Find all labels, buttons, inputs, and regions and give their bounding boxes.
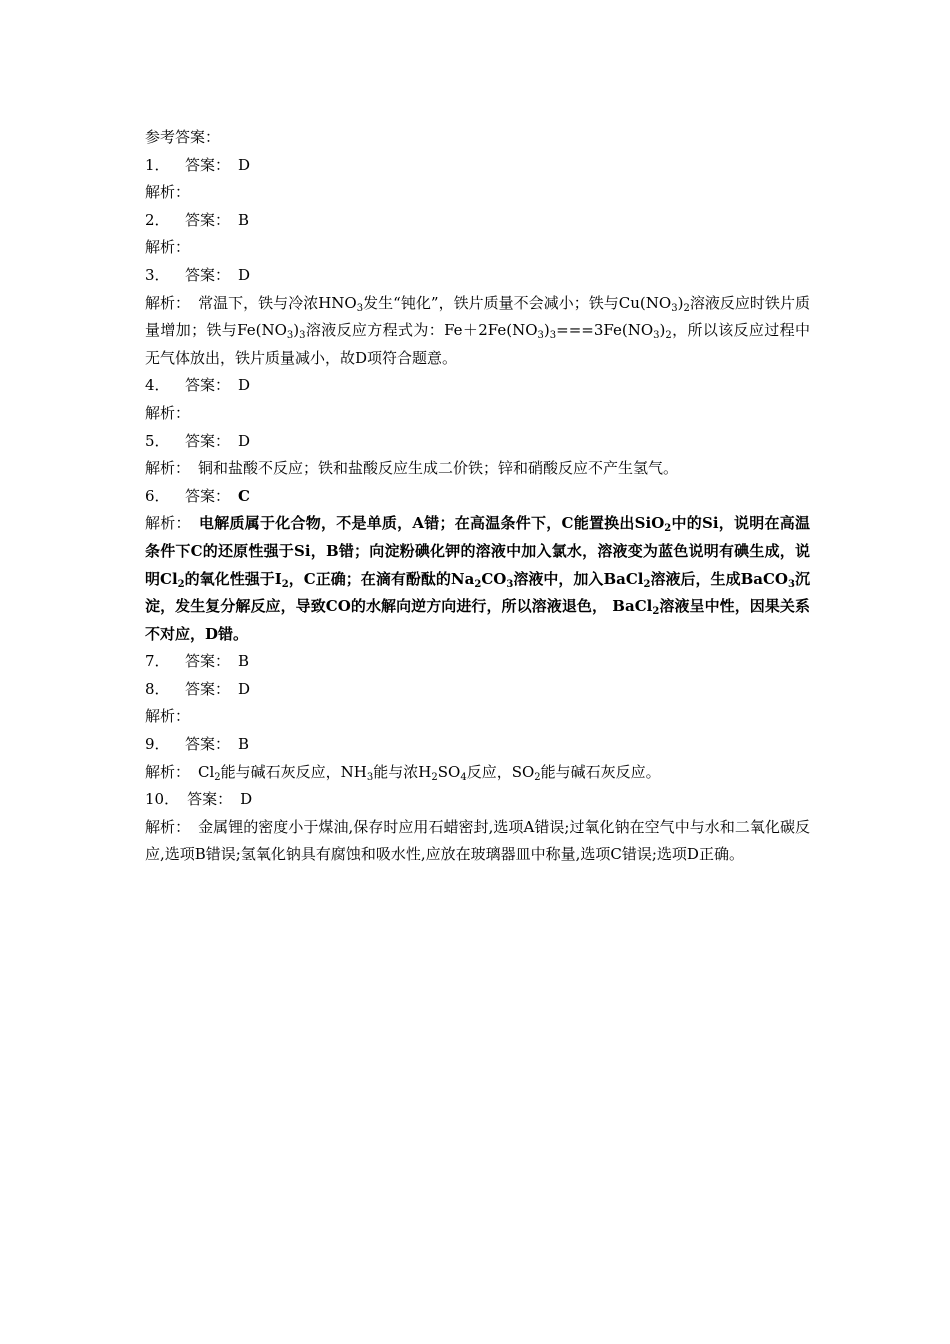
analysis-label: 解析：	[145, 403, 191, 422]
page-title: 参考答案：	[145, 128, 221, 146]
answer-value: D	[238, 265, 251, 284]
analysis-paragraph-6	[145, 510, 810, 648]
subscript: 3	[788, 578, 795, 590]
analysis-paragraph-5	[145, 455, 810, 483]
analysis-paragraph-10	[145, 814, 810, 869]
answer-key-document	[145, 124, 810, 869]
answer-line-10	[145, 786, 810, 814]
answer-label: 答案：	[185, 376, 231, 395]
question-number: 9．	[145, 735, 170, 754]
subscript: 2	[665, 330, 672, 342]
analysis-line-4	[145, 400, 810, 428]
subscript: 2	[214, 771, 221, 783]
analysis-text: 能与碱石灰反应，NH	[220, 762, 367, 781]
answer-line-5	[145, 428, 810, 456]
answer-label: 答案：	[185, 265, 231, 284]
analysis-text: )	[659, 321, 666, 340]
analysis-text: 溶液中，加入BaCl	[513, 569, 644, 588]
question-number: 5．	[145, 431, 170, 450]
analysis-text: ===3Fe(NO	[556, 321, 654, 340]
question-number: 8．	[145, 679, 170, 698]
analysis-text: 常温下，铁与冷浓HNO	[198, 293, 357, 312]
answer-label: 答案：	[185, 431, 231, 450]
analysis-text: 发生“钝化”，铁片质量不会减小；铁与Cu(NO	[363, 293, 672, 312]
answer-label: 答案：	[185, 735, 231, 754]
subscript: 2	[431, 771, 438, 783]
answer-line-4	[145, 372, 810, 400]
analysis-paragraph-9	[145, 759, 810, 787]
subscript: 3	[299, 330, 306, 342]
analysis-text: 反应，SO	[466, 762, 535, 781]
question-number: 7．	[145, 652, 170, 671]
subscript: 3	[366, 771, 374, 783]
subscript: 4	[460, 771, 467, 783]
analysis-text: 电解质属于化合物，不是单质，A错；在高温条件下，C能置换出SiO	[198, 514, 665, 533]
question-number: 10．	[145, 790, 180, 809]
answer-label: 答案：	[185, 652, 231, 671]
analysis-label: 解析：	[145, 762, 191, 781]
question-number: 2．	[145, 210, 170, 229]
answer-line-2	[145, 207, 810, 235]
analysis-line-1	[145, 179, 810, 207]
analysis-label: 解析：	[145, 238, 191, 257]
answer-label: 答案：	[185, 486, 231, 505]
analysis-text: Cl	[198, 762, 215, 781]
answer-value: B	[238, 735, 250, 754]
analysis-text: 铜和盐酸不反应；铁和盐酸反应生成二价铁；锌和硝酸反应不产生氢气。	[198, 459, 679, 478]
analysis-text: 溶液后，生成BaCO	[650, 569, 788, 588]
analysis-text: )	[543, 321, 550, 340]
answer-label: 答案：	[185, 155, 231, 174]
analysis-text-bold	[145, 514, 810, 642]
subscript: 2	[534, 771, 541, 783]
subscript: 3	[671, 302, 678, 314]
answer-line-6	[145, 483, 810, 511]
analysis-label: 解析：	[145, 817, 191, 836]
answer-line-3	[145, 262, 810, 290]
subscript: 3	[506, 578, 514, 590]
question-number: 6．	[145, 486, 170, 505]
analysis-text: 沉淀，发生复分解反应，导致CO的水解向逆方向进行，所以溶液退色， BaCl	[145, 569, 810, 616]
answer-label: 答案：	[187, 790, 233, 809]
analysis-text: SO	[437, 762, 461, 781]
subscript: 3	[356, 302, 364, 314]
analysis-text: 溶液反应时铁片质量增加；铁与Fe(NO	[145, 293, 810, 340]
subscript: 3	[653, 330, 660, 342]
subscript: 2	[177, 578, 185, 590]
analysis-label: 解析：	[145, 514, 191, 533]
analysis-label: 解析：	[145, 183, 191, 202]
answer-line-8	[145, 676, 810, 704]
subscript: 3	[286, 330, 294, 342]
analysis-line-8	[145, 703, 810, 731]
answer-line-9	[145, 731, 810, 759]
analysis-paragraph-3	[145, 290, 810, 373]
subscript: 2	[474, 578, 482, 590]
answer-label: 答案：	[185, 210, 231, 229]
question-number: 4．	[145, 376, 170, 395]
analysis-text: )	[677, 293, 684, 312]
subscript: 2	[664, 523, 672, 535]
answer-line-1	[145, 152, 810, 180]
analysis-label: 解析：	[145, 459, 191, 478]
analysis-text: ，所以该反应过程中无气体放出，铁片质量减小，故D项符合题意。	[145, 321, 810, 367]
analysis-text: 能与碱石灰反应。	[540, 762, 661, 781]
subscript: 2	[643, 578, 651, 590]
answer-value: C	[238, 486, 250, 505]
analysis-line-2	[145, 234, 810, 262]
analysis-text: CO	[481, 569, 507, 588]
answer-value: D	[238, 376, 251, 395]
answer-value: B	[238, 210, 250, 229]
answer-value: B	[238, 652, 250, 671]
analysis-text: )	[293, 321, 300, 340]
analysis-text: 能与浓H	[373, 762, 432, 781]
question-number: 3．	[145, 265, 170, 284]
question-number: 1．	[145, 155, 170, 174]
subscript: 2	[281, 578, 289, 590]
subscript: 3	[549, 330, 557, 342]
analysis-text: 金属锂的密度小于煤油,保存时应用石蜡密封,选项A错误;过氧化钠在空气中与水和二氧化碳反应,选项B错误;氢氧化钠具有腐蚀和吸水性,应放在玻璃器皿中称量,选项C错误;选项D正确。	[145, 817, 810, 864]
answer-value: D	[240, 790, 253, 809]
analysis-label: 解析：	[145, 707, 191, 726]
analysis-label: 解析：	[145, 293, 191, 312]
analysis-text: ，C正确；在滴有酚酞的Na	[288, 569, 475, 588]
analysis-text: 中的Si，说明在高温条件下C的还原性强于Si，B错；向淀粉碘化钾的溶液中加入氯水，溶液变为蓝色说明有碘生成，说明Cl	[145, 514, 810, 588]
subscript: 2	[652, 606, 660, 618]
analysis-text: 溶液呈中性，因果关系不对应，D错。	[145, 597, 810, 643]
answer-line-7	[145, 648, 810, 676]
analysis-text: 的氧化性强于I	[184, 569, 282, 588]
answer-value: D	[238, 155, 251, 174]
analysis-text: 溶液反应方程式为：Fe＋2Fe(NO	[305, 321, 538, 340]
answer-value: D	[238, 431, 251, 450]
answer-label: 答案：	[185, 679, 231, 698]
subscript: 2	[683, 302, 690, 314]
subscript: 3	[537, 330, 544, 342]
answer-value: D	[238, 679, 251, 698]
